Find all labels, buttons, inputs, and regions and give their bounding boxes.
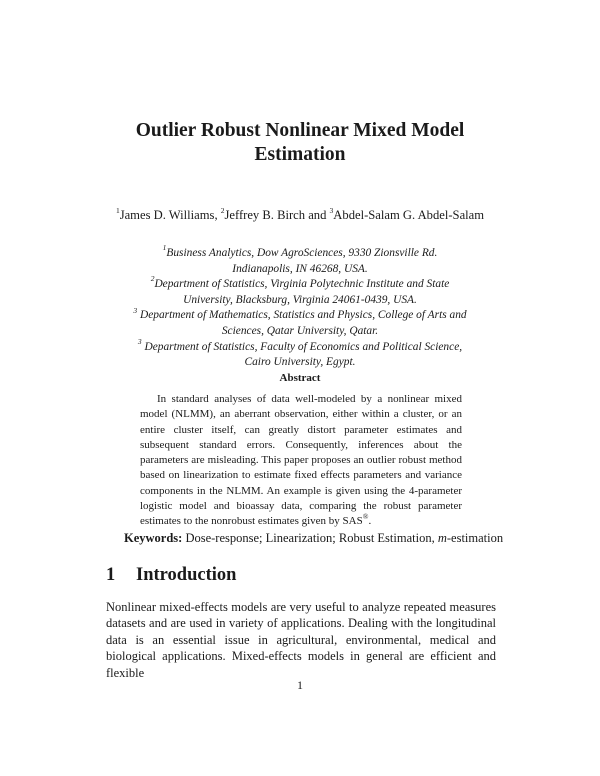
keywords-tail: -estimation xyxy=(446,531,504,545)
affiliation-marker: 3 xyxy=(133,305,138,315)
author-list xyxy=(70,207,530,223)
keywords xyxy=(124,530,524,546)
affiliation-line: Cairo University, Egypt. xyxy=(244,356,356,369)
paper-title xyxy=(60,119,540,167)
title-line-1: Outlier Robust Nonlinear Mixed Model xyxy=(135,120,465,141)
affiliation-line: Sciences, Qatar University, Qatar. xyxy=(221,324,379,337)
affiliation xyxy=(105,305,495,339)
affiliation xyxy=(105,274,495,308)
intro-paragraph: Nonlinear mixed-effects models are very useful to analyze repeated measures datasets and are used in variety of applications. Dealing with the longitudinal data is an essential issue in agricultural, environmental, medical and biological applications. Mixed-effects models in general are efficient and flexible xyxy=(106,600,496,680)
section-number: 1 xyxy=(106,565,116,585)
affiliation-marker: 1 xyxy=(162,243,167,253)
abstract-text xyxy=(140,392,462,530)
affiliation-line: Indianapolis, IN 46268, USA. xyxy=(232,262,368,275)
author-marker: 3 xyxy=(329,205,334,215)
affiliation-line: Department of Statistics, Virginia Polytechnic Institute and State xyxy=(154,278,450,291)
title-line-2: Estimation xyxy=(254,144,346,165)
affiliation-line: Department of Mathematics, Statistics and Physics, College of Arts and xyxy=(137,309,467,322)
page-number: 1 xyxy=(297,678,303,692)
affiliation-line: Business Analytics, Dow AgroSciences, 9330 Zionsville Rd. xyxy=(166,247,438,259)
keywords-italic: m xyxy=(437,531,447,545)
affiliation-line: University, Blacksburg, Virginia 24061-0439, USA. xyxy=(183,293,417,306)
abstract-period: . xyxy=(368,515,372,528)
affiliation-marker: 3 xyxy=(137,336,142,346)
author-marker: 1 xyxy=(115,205,120,215)
keywords-label: Keywords: xyxy=(124,531,183,545)
keywords-text: Dose-response; Linearization; Robust Estimation, xyxy=(182,531,438,545)
affiliation-line: Department of Statistics, Faculty of Economics and Political Science, xyxy=(141,340,463,353)
registered-mark: ® xyxy=(362,511,369,521)
affiliation xyxy=(105,336,495,371)
author-name: Jeffrey B. Birch and xyxy=(224,208,330,222)
section-heading xyxy=(106,565,236,586)
author-name: James D. Williams, xyxy=(119,208,221,222)
section-title: Introduction xyxy=(136,565,237,585)
author-name: Abdel-Salam G. Abdel-Salam xyxy=(333,208,485,222)
affiliation-list xyxy=(105,243,495,371)
affiliation-marker: 2 xyxy=(150,274,155,284)
abstract-body-text: In standard analyses of data well-modeled by a nonlinear mixed model (NLMM), an aberrant observation, either within a cluster, or an entire cluster itself, can greatly distort parameter estimates and subsequent standard errors. Consequently, inferences about the parameters are misleading. This paper proposes an outlier robust method based on linearization to estimate fixed effects parameters and variance components in the NLMM. An example is given using the 4-parameter logistic model and bioassay data, comparing the robust parameter estimates to the nonrobust estimates given by SAS xyxy=(140,393,462,528)
abstract-heading: Abstract xyxy=(279,372,321,384)
author-marker: 2 xyxy=(220,205,225,215)
affiliation xyxy=(105,243,495,277)
